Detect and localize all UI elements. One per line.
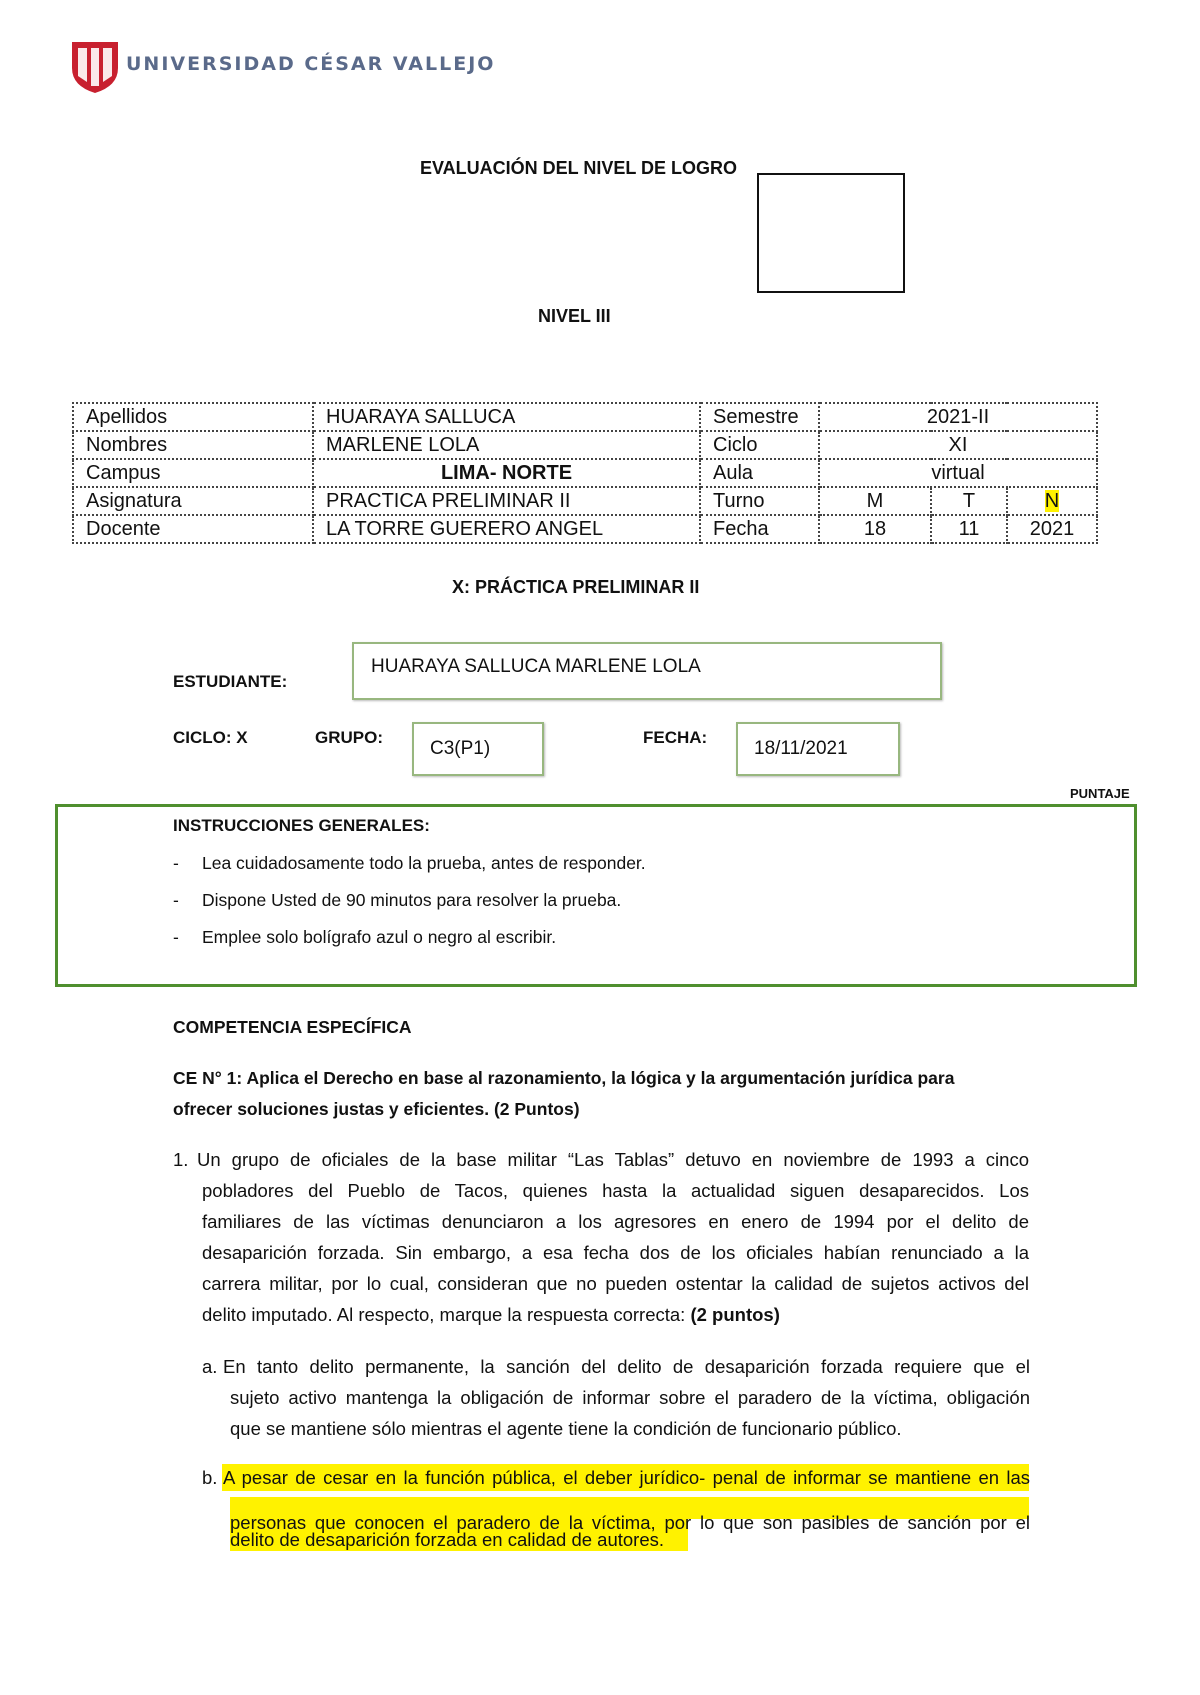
fecha-label: Fecha xyxy=(700,515,819,543)
table-row xyxy=(73,515,1097,543)
turno-n-cell xyxy=(1007,487,1097,515)
university-name: UNIVERSIDAD CÉSAR VALLEJO xyxy=(126,53,496,75)
grupo-label: GRUPO: xyxy=(315,728,383,747)
ciclo-label: Ciclo xyxy=(700,431,819,459)
fecha-day: 18 xyxy=(819,515,931,543)
table-row xyxy=(73,431,1097,459)
campus-label: Campus xyxy=(73,459,313,487)
nombres-value: MARLENE LOLA xyxy=(313,431,700,459)
apellidos-label: Apellidos xyxy=(73,403,313,431)
docente-value: LA TORRE GUERERO ANGEL xyxy=(313,515,700,543)
bullet: - xyxy=(173,853,179,873)
fecha-month: 11 xyxy=(931,515,1007,543)
asignatura-label: Asignatura xyxy=(73,487,313,515)
fecha-value: 18/11/2021 xyxy=(754,738,848,759)
nombres-label: Nombres xyxy=(73,431,313,459)
ciclo-value: XI xyxy=(819,431,1097,459)
bullet: - xyxy=(173,927,179,947)
score-box xyxy=(757,173,905,293)
instruction-item: - Dispone Usted de 90 minutos para resolver la prueba. xyxy=(173,890,622,910)
campus-value: LIMA- NORTE xyxy=(313,459,700,487)
ciclo-label: CICLO: X xyxy=(173,728,248,747)
table-row xyxy=(73,459,1097,487)
question-number: 1. xyxy=(173,1149,189,1170)
semestre-label: Semestre xyxy=(700,403,819,431)
instructions-title: INSTRUCCIONES GENERALES: xyxy=(173,816,430,835)
docente-label: Docente xyxy=(73,515,313,543)
student-name-field[interactable] xyxy=(352,642,942,700)
grupo-field[interactable] xyxy=(412,722,544,776)
aula-value: virtual xyxy=(819,459,1097,487)
table-row xyxy=(73,487,1097,515)
semestre-value: 2021-II xyxy=(819,403,1097,431)
page-title: EVALUACIÓN DEL NIVEL DE LOGRO xyxy=(420,158,738,178)
competencia-title: COMPETENCIA ESPECÍFICA xyxy=(173,1017,412,1037)
ce-line: ofrecer soluciones justas y eficientes. (2 Puntos) xyxy=(173,1099,580,1119)
university-logo xyxy=(70,38,120,94)
info-table xyxy=(72,402,1098,544)
apellidos-value: HUARAYA SALLUCA xyxy=(313,403,700,431)
turno-m: M xyxy=(819,487,931,515)
bullet: - xyxy=(173,890,179,910)
turno-n: N xyxy=(1044,489,1060,512)
fecha-year: 2021 xyxy=(1007,515,1097,543)
aula-label: Aula xyxy=(700,459,819,487)
fecha-field[interactable] xyxy=(736,722,900,776)
section-title: X: PRÁCTICA PRELIMINAR II xyxy=(452,577,700,597)
turno-t: T xyxy=(931,487,1007,515)
ce-line: CE N° 1: Aplica el Derecho en base al razonamiento, la lógica y la argumentación jurídica para xyxy=(173,1068,955,1088)
question-points: (2 puntos) xyxy=(690,1304,780,1325)
student-name: HUARAYA SALLUCA MARLENE LOLA xyxy=(371,656,701,677)
table-row xyxy=(73,403,1097,431)
shield-logo-icon xyxy=(70,38,120,94)
grupo-value: C3(P1) xyxy=(430,738,491,759)
turno-label: Turno xyxy=(700,487,819,515)
instruction-item: - Lea cuidadosamente todo la prueba, antes de responder. xyxy=(173,853,646,873)
student-label: ESTUDIANTE: xyxy=(173,672,288,691)
fecha-label: FECHA: xyxy=(643,728,708,747)
level-label: NIVEL III xyxy=(538,306,611,326)
option-a-letter: a. xyxy=(202,1356,218,1377)
option-b-letter: b. xyxy=(202,1467,218,1488)
asignatura-value: PRACTICA PRELIMINAR II xyxy=(313,487,700,515)
instruction-item: - Emplee solo bolígrafo azul o negro al escribir. xyxy=(173,927,557,947)
puntaje-label: PUNTAJE xyxy=(1070,786,1130,801)
